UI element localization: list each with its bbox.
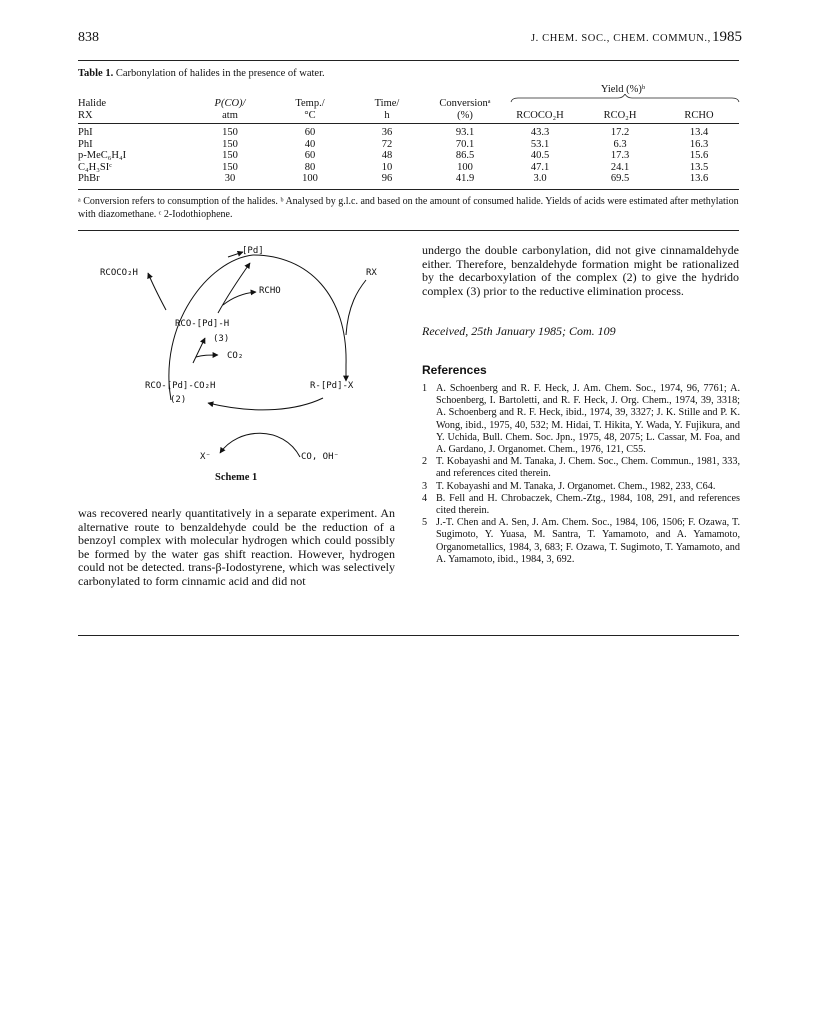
reference-number: 4 xyxy=(422,492,428,504)
table-caption xyxy=(78,68,325,79)
table-cell: 53.1 xyxy=(530,138,550,150)
table-header-rule xyxy=(78,123,739,124)
table-cell: 150 xyxy=(222,138,238,150)
table-cell: 13.5 xyxy=(689,161,709,173)
download-watermark xyxy=(0,0,18,1032)
footer-rule xyxy=(78,635,739,636)
col-rcoco2h: RCOCO₂H xyxy=(516,110,564,121)
received-line: Received, 25th January 1985; Com. 109 xyxy=(422,324,616,338)
table-cell: 150 xyxy=(222,161,238,173)
col-conversion: Conversionᵃ xyxy=(439,98,491,109)
table-cell: 86.5 xyxy=(455,150,475,162)
label-rcopdh: RCO-[Pd]-H xyxy=(175,319,230,329)
table-cell: 17.3 xyxy=(610,150,630,162)
references-heading: References xyxy=(422,363,487,377)
table-cell: 24.1 xyxy=(610,161,630,173)
table-cell: 150 xyxy=(222,127,238,138)
table-cell: PhI xyxy=(78,138,93,150)
arrow-to-rcoco2h xyxy=(148,273,166,310)
arrow-to-co2 xyxy=(196,355,218,357)
reference-item xyxy=(422,456,740,480)
reference-item xyxy=(422,481,740,493)
table-cell: 47.1 xyxy=(530,161,550,173)
table-cell: 13.6 xyxy=(689,173,709,185)
rx-input-curve xyxy=(346,280,366,335)
table-cell: 48 xyxy=(381,150,393,162)
reference-item xyxy=(422,493,740,517)
journal-name: J. CHEM. SOC., CHEM. COMMUN., xyxy=(531,33,711,44)
table-caption-text: Carbonylation of halides in the presence of water. xyxy=(113,68,325,79)
table-cell: PhBr xyxy=(78,173,100,185)
table-cell: 150 xyxy=(222,150,238,162)
table-cell: 70.1 xyxy=(455,138,475,150)
arrow-to-rcho xyxy=(223,292,256,305)
table-cell: 41.9 xyxy=(455,173,475,185)
col-time: Time/ xyxy=(374,98,400,109)
col-rco2h: RCO₂H xyxy=(603,110,637,121)
table-cell: 93.1 xyxy=(455,127,475,138)
reference-text: B. Fell and H. Chrobaczek, Chem.-Ztg., 1984, 108, 291, and references cited therein. xyxy=(436,492,740,517)
table-cell: 30 xyxy=(224,173,236,185)
table-caption-label: Table 1. xyxy=(78,68,114,79)
table-cell: 10 xyxy=(381,161,393,173)
label-xminus: X⁻ xyxy=(200,452,211,462)
page-number: 838 xyxy=(78,30,99,45)
table-cell: 16.3 xyxy=(689,138,709,150)
table-cell: 15.6 xyxy=(689,150,709,162)
table-cell: 100 xyxy=(302,173,318,185)
table-cell: 100 xyxy=(457,161,473,173)
reference-item xyxy=(422,383,740,456)
table-cell: 17.2 xyxy=(610,127,630,138)
label-rcopdco2h: RCO-[Pd]-CO₂H xyxy=(145,381,216,391)
table-cell: 72 xyxy=(381,138,393,150)
table-bottom-rule xyxy=(78,189,739,190)
table-cell: 40.5 xyxy=(530,150,550,162)
label-rpdx: R-[Pd]-X xyxy=(310,381,354,391)
table-cell: 43.3 xyxy=(530,127,550,138)
left-column-text: was recovered nearly quantitatively in a separate experiment. An alternative route to benzaldehyde could be the reduction of a benzoyl complex with molecular hydrogen which could possibly be formed by the water gas shift reaction. However, hydrogen could not be detected. trans-β-Iodostyrene, which was selectively carbonylated to form cinnamic acid and did not xyxy=(78,506,395,588)
table-cell: 69.5 xyxy=(610,173,630,185)
section-rule xyxy=(78,230,739,231)
table-cell: 36 xyxy=(381,127,393,138)
reference-text: J.-T. Chen and A. Sen, J. Am. Chem. Soc., 1984, 106, 1506; F. Ozawa, T. Sugimoto, Y. Yuasa, M. Santra, T. Yamamoto, and A. Yamamoto, Organometallics, 1984, 3, 683; F. Ozawa, T. Sugimoto, T. Yamamoto, and A. Yamamoto, ibid., 1984, 3, 692. xyxy=(436,517,740,565)
label-2: (2) xyxy=(170,395,187,405)
label-rcoco2h: RCOCO₂H xyxy=(100,268,138,278)
reference-text: T. Kobayashi and M. Tanaka, J. Chem. Soc., Chem. Commun., 1981, 333, and references cited therein. xyxy=(436,456,740,480)
reference-number: 1 xyxy=(422,383,428,394)
col-temp-unit: °C xyxy=(304,110,316,121)
yield-brace xyxy=(510,94,740,106)
right-column-text: undergo the double carbonylation, did not give cinnamaldehyde either. Therefore, benzaldehyde formation might be rationalized by the decarboxylation of the complex (2) to give the hydrido complex (3) prior to the reductive elimination process. xyxy=(422,243,739,298)
table-cell: C₄H₃SIᶜ xyxy=(78,161,112,173)
reference-number: 2 xyxy=(422,456,428,468)
reference-text: T. Kobayashi and M. Tanaka, J. Organomet. Chem., 1982, 233, C64. xyxy=(436,480,716,492)
col-time-unit: h xyxy=(384,110,390,121)
col-rcho: RCHO xyxy=(684,110,714,121)
scheme-caption: Scheme 1 xyxy=(215,472,258,483)
table-cell: p-MeC₆H₄I xyxy=(78,150,127,162)
arrow-to-complex-2 xyxy=(208,398,323,410)
arrow-inner-to-pd xyxy=(218,263,250,313)
reference-number: 5 xyxy=(422,517,428,529)
label-co-oh: CO, OH⁻ xyxy=(301,452,339,462)
table-cell: 3.0 xyxy=(533,173,547,185)
table-cell: 40 xyxy=(304,138,316,150)
header-rule xyxy=(78,60,739,61)
col-rx: RX xyxy=(78,110,93,121)
label-rcho: RCHO xyxy=(259,286,281,296)
table-cell: 80 xyxy=(304,161,316,173)
yield-header: Yield (%)ᵇ xyxy=(600,84,646,95)
col-pco-unit: atm xyxy=(222,110,238,121)
col-temp: Temp./ xyxy=(295,98,325,109)
arrow-to-pd xyxy=(228,252,243,257)
table-cell: 96 xyxy=(381,173,393,185)
table-cell: 13.4 xyxy=(689,127,709,138)
references-list xyxy=(422,383,740,566)
col-halide: Halide xyxy=(78,98,106,109)
col-pco: P(CO)/ xyxy=(214,98,246,109)
table-footnote: ᵃ Conversion refers to consumption of the halides. ᵇ Analysed by g.l.c. and based on the amount of consumed halide. Yields of acids were estimated after methylation with diazomethane. ᶜ 2-Iodothiophene. xyxy=(78,196,739,220)
label-pd: [Pd] xyxy=(242,246,264,256)
journal-year: 1985 xyxy=(712,29,742,45)
table-cell: PhI xyxy=(78,127,93,138)
arc-right xyxy=(253,255,346,365)
label-3: (3) xyxy=(213,334,230,344)
arc-bottom xyxy=(220,433,300,457)
table-cell: 6.3 xyxy=(613,138,627,150)
label-co2: CO₂ xyxy=(227,351,244,361)
col-conversion-unit: (%) xyxy=(457,110,473,121)
table-cell: 60 xyxy=(304,150,316,162)
reference-item xyxy=(422,517,740,566)
label-rx: RX xyxy=(366,268,377,278)
arrow-to-rcopdh xyxy=(193,338,205,363)
reference-text: A. Schoenberg and R. F. Heck, J. Am. Chem. Soc., 1974, 96, 7761; A. Schoenberg, I. Bartoletti, and R. F. Heck, J. Org. Chem., 1974, 39, 3318; A. Schoenberg and R. F. Heck, ibid., 1974, 39, 3327; J. K. Stille and P. K. Wong, ibid., 1975, 40, 532; M. Hidai, T. Hikita, Y. Wada, Y. Fujikura, and Y. Uchida, Bull. Chem. Soc. Jpn., 1975, 48, 2075; L. Cassar, M. Foa, and A. Gardano, J. Organomet. Chem., 1976, 121, C55. xyxy=(436,383,740,456)
table-cell: 60 xyxy=(304,127,316,138)
reference-number: 3 xyxy=(422,480,428,492)
